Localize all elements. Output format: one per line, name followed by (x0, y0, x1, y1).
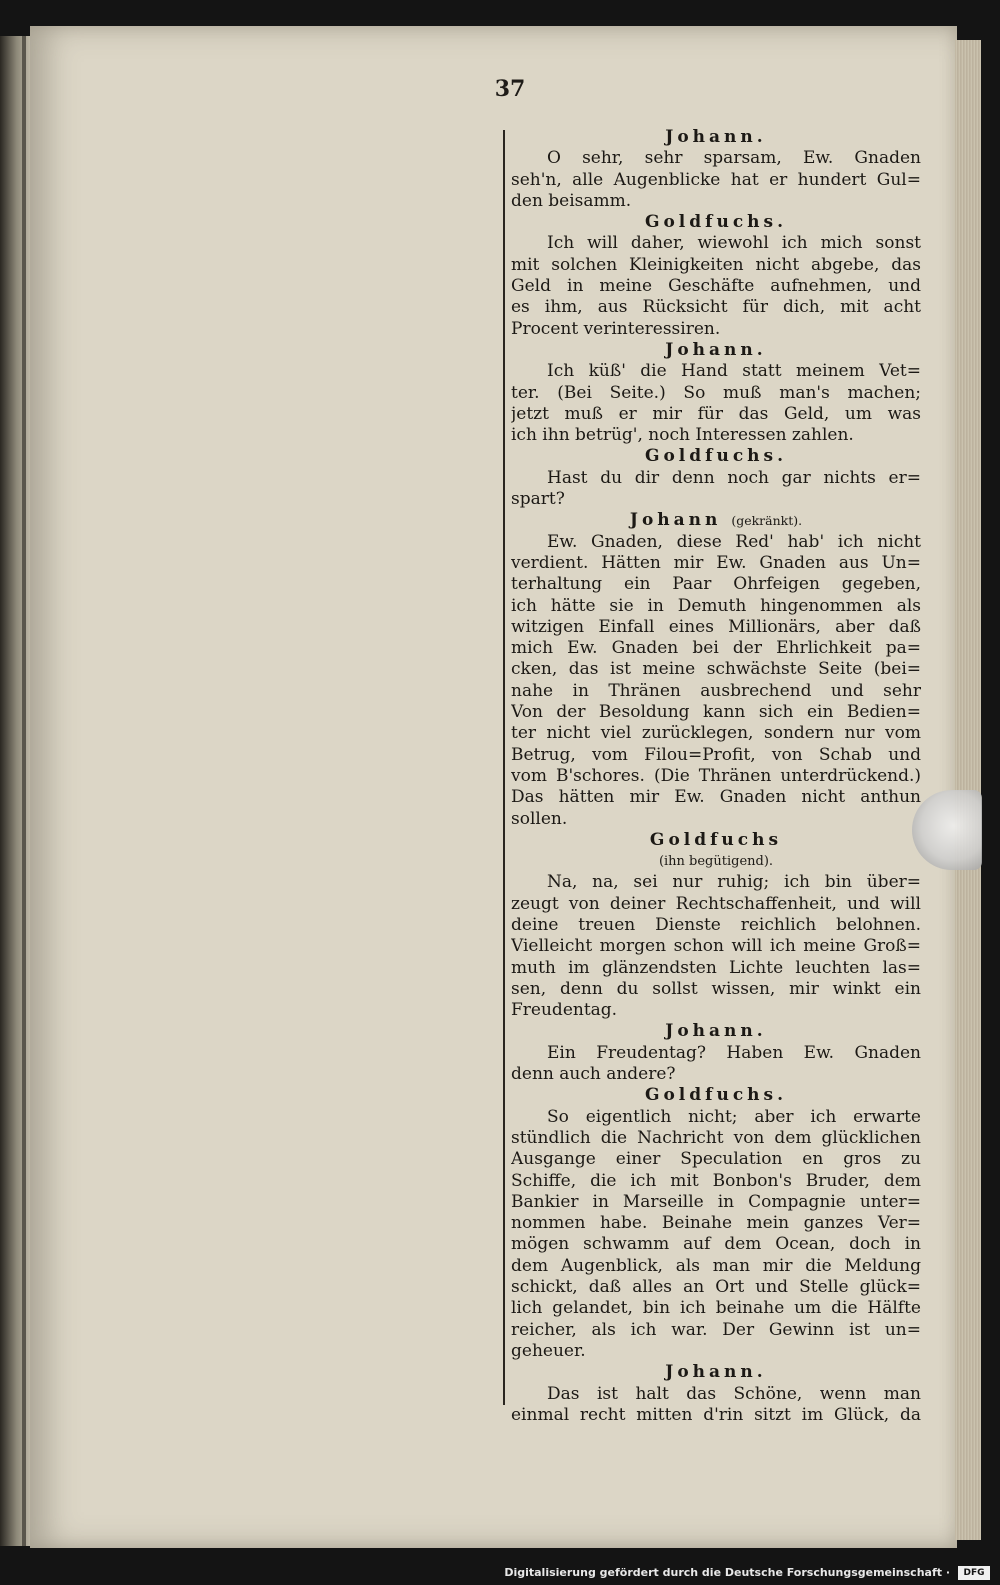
footer-credit: Digitalisierung gefördert durch die Deutsche Forschungsgemeinschaft · (504, 1566, 950, 1579)
speaker-name (511, 830, 921, 851)
scanner-thumb-holder (912, 790, 982, 870)
speaker-label: Johann (629, 510, 722, 531)
text-line: Ich küß' die Hand statt meinem Vet= (547, 361, 921, 382)
text-line: Ausgange einer Speculation en gros zu (511, 1149, 921, 1170)
text-line: nahe in Thränen ausbrechend und sehr (511, 680, 921, 701)
text-line: deine treuen Dienste reichlich belohnen. (511, 914, 921, 935)
speaker-name (511, 1085, 921, 1106)
text-line: spart? (511, 489, 565, 510)
text-line: Das hätten mir Ew. Gnaden nicht anthun (511, 787, 921, 808)
text-line: es ihm, aus Rücksicht für dich, mit acht (511, 297, 921, 318)
text-line: dem Augenblick, als man mir die Meldung (511, 1255, 921, 1276)
stage-direction: (gekränkt). (731, 513, 803, 529)
text-line: ich ihn betrüg', noch Interessen zahlen. (511, 425, 854, 446)
text-line: Ew. Gnaden, diese Red' hab' ich nicht (547, 531, 921, 552)
text-line: Bankier in Marseille in Compagnie unter= (511, 1191, 921, 1212)
text-line: Freudentag. (511, 1000, 618, 1021)
speaker-name (511, 446, 921, 467)
text-line: den beisamm. (511, 190, 632, 211)
text-line: Ein Freudentag? Haben Ew. Gnaden (547, 1042, 921, 1063)
text-line: vom B'schores. (Die Thränen unterdrückend.) (511, 765, 921, 786)
text-line: stündlich die Nachricht von dem glücklichen (511, 1127, 921, 1148)
text-line: terhaltung ein Paar Ohrfeigen gegeben, (511, 574, 921, 595)
speaker-label: Goldfuchs. (644, 446, 788, 467)
text-line: zeugt von deiner Rechtschaffenheit, und will (511, 893, 921, 914)
text-line: seh'n, alle Augenblicke hat er hundert Gul= (511, 169, 921, 190)
text-line: Das ist halt das Schöne, wenn man (547, 1383, 921, 1404)
text-line: sen, denn du sollst wissen, mir winkt ein (511, 978, 921, 999)
text-line: O sehr, sehr sparsam, Ew. Gnaden (547, 148, 921, 169)
page-number: 37 (494, 76, 526, 102)
text-line: einmal recht mitten d'rin sitzt im Glück, da (511, 1404, 921, 1425)
speaker-name (511, 1021, 921, 1042)
speaker-label: Goldfuchs. (644, 1085, 788, 1106)
speaker-label: Johann. (665, 1021, 767, 1042)
text-column (511, 127, 921, 1426)
text-line: So eigentlich nicht; aber ich erwarte (547, 1106, 921, 1127)
speaker-label: Johann. (665, 127, 767, 147)
speaker-label: Goldfuchs. (644, 212, 788, 233)
text-line: Von der Besoldung kann sich ein Bedien= (511, 702, 921, 723)
speaker-name (511, 340, 921, 361)
speaker-name (511, 127, 921, 148)
text-line: nommen habe. Beinahe mein ganzes Ver= (511, 1213, 921, 1234)
text-line: schickt, daß alles an Ort und Stelle glück= (511, 1277, 921, 1298)
text-line: geheuer. (511, 1340, 586, 1361)
text-line: Ich will daher, wiewohl ich mich sonst (547, 233, 921, 254)
speaker-label: Goldfuchs (649, 829, 783, 850)
speaker-name (511, 212, 921, 233)
speaker-label: Johann. (665, 339, 767, 360)
text-line: Na, na, sei nur ruhig; ich bin über= (547, 872, 921, 893)
stage-direction: (ihn begütigend). (658, 854, 774, 870)
text-line: ter. (Bei Seite.) So muß man's machen; (511, 382, 921, 403)
text-line: sollen. (511, 808, 568, 829)
text-line: denn auch andere? (511, 1064, 676, 1085)
text-line: Geld in meine Geschäfte aufnehmen, und (511, 276, 921, 297)
text-line: ter nicht viel zurücklegen, sondern nur vom (511, 723, 921, 744)
text-line: Procent verinteressiren. (511, 318, 721, 339)
text-line: witzigen Einfall eines Millionärs, aber daß (511, 616, 921, 637)
text-line: Hast du dir denn noch gar nichts er= (547, 467, 921, 488)
text-line: Schiffe, die ich mit Bonbon's Bruder, dem (511, 1170, 921, 1191)
speaker-name (511, 1362, 921, 1383)
text-line: mögen schwamm auf dem Ocean, doch in (511, 1234, 921, 1255)
text-line: Vielleicht morgen schon will ich meine Groß= (511, 936, 921, 957)
text-line: muth im glänzendsten Lichte leuchten las= (511, 957, 921, 978)
dfg-logo: DFG (958, 1566, 990, 1580)
text-line: cken, das ist meine schwächste Seite (bei= (511, 659, 921, 680)
text-line: jetzt muß er mir für das Geld, um was (511, 403, 921, 424)
text-line: lich gelandet, bin ich beinahe um die Hälfte (511, 1298, 921, 1319)
text-line: Betrug, vom Filou=Profit, von Schab und (511, 744, 921, 765)
column-rule (503, 130, 505, 1405)
footer-bar (0, 1559, 1000, 1585)
text-line: mich Ew. Gnaden bei der Ehrlichkeit pa= (511, 638, 921, 659)
text-line: reicher, als ich war. Der Gewinn ist un= (511, 1319, 921, 1340)
speaker-label: Johann. (665, 1362, 767, 1383)
text-line: mit solchen Kleinigkeiten nicht abgebe, das (511, 254, 921, 275)
text-line: ich hätte sie in Demuth hingenommen als (511, 595, 921, 616)
text-line: verdient. Hätten mir Ew. Gnaden aus Un= (511, 552, 921, 573)
speaker-name (511, 510, 921, 531)
left-page-fold (22, 36, 26, 1546)
